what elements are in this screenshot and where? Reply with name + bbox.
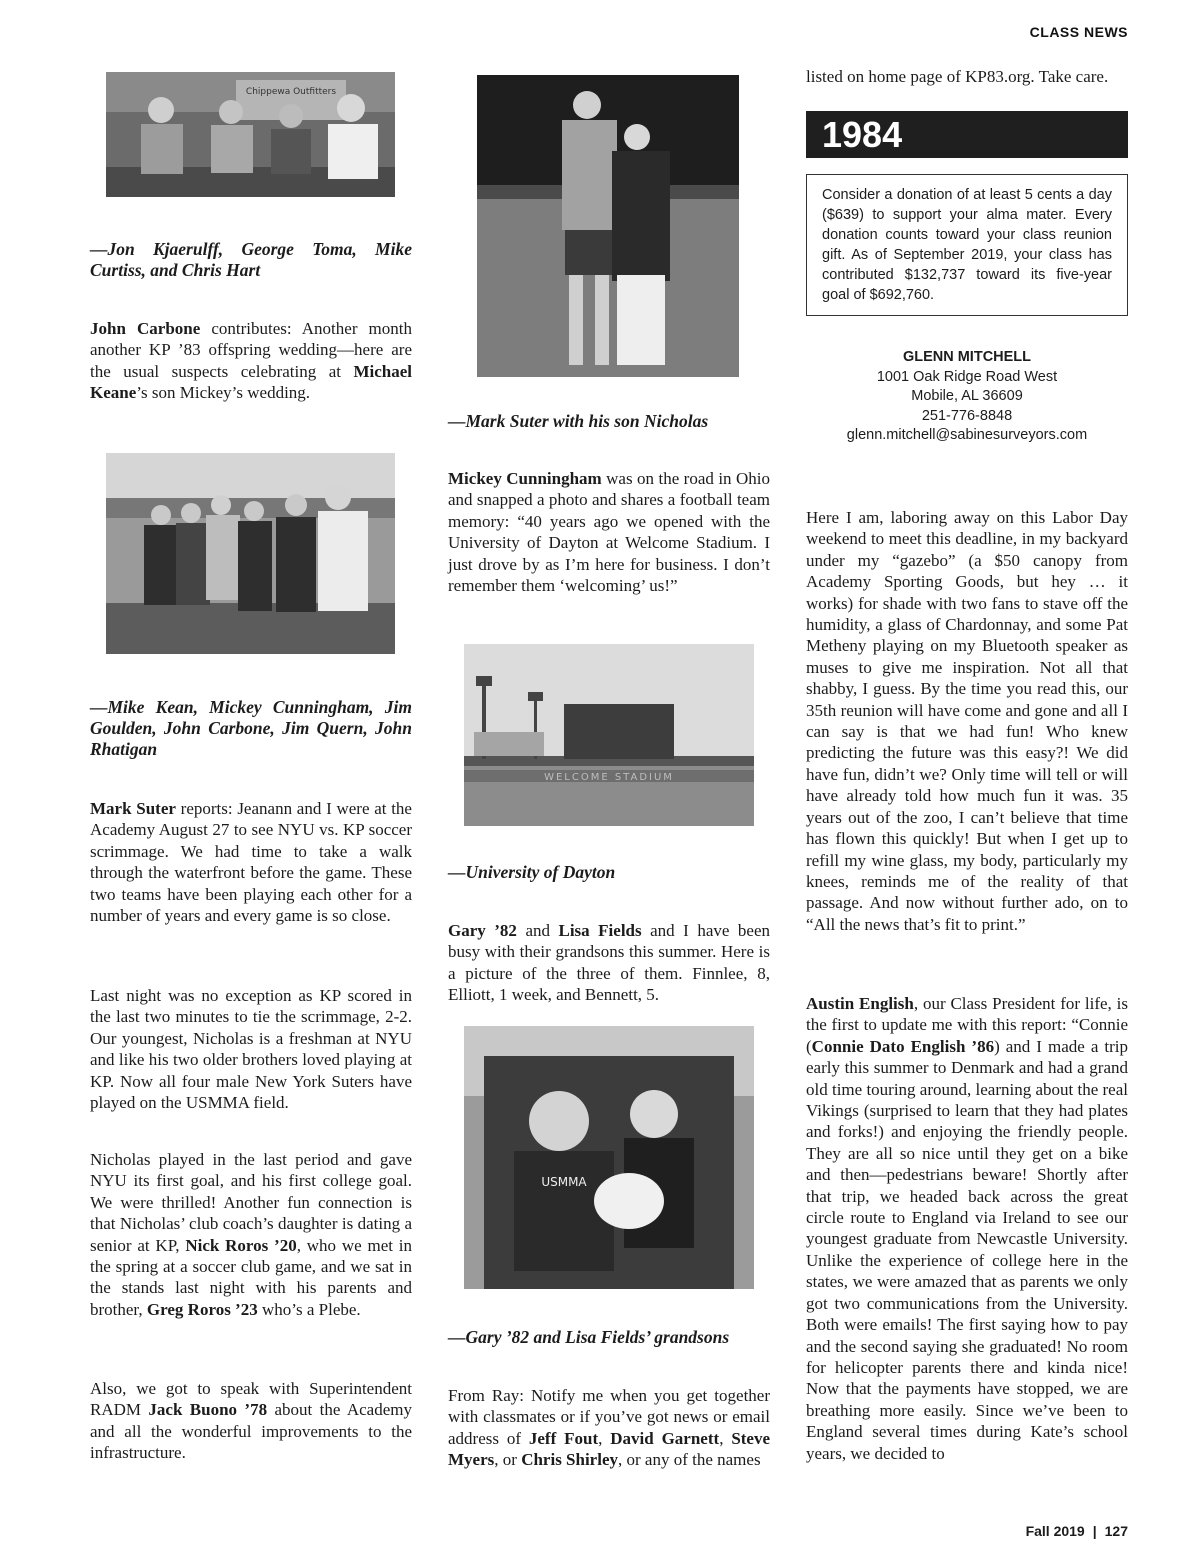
photo-welcome-stadium bbox=[464, 644, 754, 826]
caption-photo-4: —University of Dayton bbox=[448, 862, 616, 882]
text-segment: , who we met in the spring at a soccer club game, and we sat in the stands last night with his parents and brother, bbox=[90, 1235, 412, 1319]
text-segment: Nicholas played in the last period and gave NYU its first goal, and his first college goal. We were thrilled! Another fun connection is that Nicholas’ club coach’s daughter is dating a senior at KP, bbox=[90, 1150, 412, 1255]
text-segment: , bbox=[598, 1428, 611, 1448]
continued-text: listed on home page of KP83.org. Take care. bbox=[806, 67, 1109, 86]
contact-phone: 251-776-8848 bbox=[921, 407, 1013, 424]
footer-separator: | bbox=[1092, 1523, 1097, 1539]
paragraph-nicholas bbox=[90, 1149, 412, 1320]
caption-photo-2: —Mike Kean, Mickey Cunningham, Jim Goulden, John Carbone, Jim Quern, John Rhatigan bbox=[90, 697, 412, 759]
caption-photo-5: —Gary ’82 and Lisa Fields’ grandsons bbox=[448, 1327, 730, 1347]
class-contact bbox=[806, 348, 1128, 446]
text-segment: ) and I made a trip early this summer to Denmark and had a grand old time touring around, learning about the real Vikings (surprised to learn that they had plates and forks!) and enjoying the friendly people. They are all so nice until they get on a bike and then—pedestrians beware! Shortly after that trip, we headed back across the great circle route to England via Ireland to see our youngest graduate from Newcastle University. Unlike the experience of college here in the states, we were amazed that as parents we only got two communications from the University. Both were emails! The first saying how to pay and the second saying she graduated! No room for helicopter parents there and kinda nice! Now that the payments have stopped, we are breathing more easily. Since we’ve been to England several times during Kate’s school years, we decided to bbox=[806, 1036, 1128, 1463]
name-austin-english: Austin English bbox=[806, 994, 914, 1013]
name-mickey-cunningham: Mickey Cunningham bbox=[448, 469, 602, 488]
photo-grandsons bbox=[464, 1026, 754, 1289]
caption-photo-3: —Mark Suter with his son Nicholas bbox=[448, 411, 709, 431]
name-nick-roros: Nick Roros ’20 bbox=[185, 1235, 297, 1255]
text-segment: ’s son Mickey’s wedding. bbox=[136, 383, 311, 403]
donation-box: Consider a donation of at least 5 cents a day ($639) to support your alma mater. Every donation counts toward your class reunion gift. As of September 2019, your class has contributed $132,737 toward its five-year goal of $692,760. bbox=[806, 174, 1128, 316]
paragraph-labor-day bbox=[806, 507, 1128, 935]
text-segment: and bbox=[516, 921, 559, 940]
text-segment: , or bbox=[494, 1450, 522, 1470]
photo-mark-and-nicholas bbox=[477, 75, 739, 377]
section-label: CLASS NEWS bbox=[1029, 24, 1128, 40]
name-david-garnett: David Garnett bbox=[610, 1428, 720, 1448]
paragraph-john-carbone bbox=[90, 318, 412, 404]
photo4-stadium-text: WELCOME STADIUM bbox=[544, 772, 674, 783]
text-segment: , bbox=[719, 1428, 732, 1448]
name-lisa-fields: Lisa Fields bbox=[558, 921, 642, 940]
text-segment: about the Academy and all the wonderful improvements to the infrastructure. bbox=[90, 1400, 412, 1463]
paragraph-mark-suter bbox=[90, 798, 412, 926]
text-segment: reports: Jeanann and I were at the Academy August 27 to see NYU vs. KP soccer scrimmage. We had time to take a walk through the waterfront before the game. These two teams have been playing each other for a number of years and every game is so close. bbox=[90, 799, 412, 926]
name-jeff-fout: Jeff Fout bbox=[528, 1428, 599, 1448]
name-john-carbone: John Carbone bbox=[90, 319, 201, 338]
text-segment: and I have been busy with their grandsons this summer. Here is a picture of the three of them. Finnlee, 8, Elliott, 1 week, and Bennett, 5. bbox=[448, 921, 770, 1005]
text-segment: who’s a Plebe. bbox=[257, 1299, 361, 1319]
text-segment: Also, we got to speak with Superintendent RADM bbox=[90, 1379, 412, 1420]
text-segment: was on the road in Ohio and snapped a photo and shares a football team memory: “40 years ago we opened with the University of Dayton at Welcome Stadium. I just drove by as I’m here for business. I don’t remember them ‘welcoming’ us!” bbox=[448, 469, 771, 596]
photo-wedding-group bbox=[106, 453, 395, 654]
page-footer bbox=[1026, 1523, 1128, 1539]
name-jack-buono: Jack Buono ’78 bbox=[148, 1400, 268, 1420]
text-segment: , our Class President for life, is the first to update me with this report: “Connie ( bbox=[806, 994, 1128, 1056]
contact-address-line1: 1001 Oak Ridge Road West bbox=[876, 368, 1058, 385]
text-segment: Last night was no exception as KP scored in the last two minutes to tie the scrimmage, 2-2. Our youngest, Nicholas is a freshman at NYU and like his two older brothers loved playing at KP. Now all four male New York Suters have played on the USMMA field. bbox=[90, 986, 412, 1113]
paragraph-from-ray bbox=[448, 1385, 770, 1471]
paragraph-austin-english bbox=[806, 993, 1128, 1464]
paragraph-mickey-cunningham bbox=[448, 468, 770, 596]
text-segment: From Ray: Notify me when you get together with classmates or if you’ve got news or email address of bbox=[448, 1386, 770, 1448]
page-number: 127 bbox=[1104, 1523, 1128, 1539]
name-mark-suter: Mark Suter bbox=[90, 799, 176, 818]
text-segment: contributes: Another month another KP ’83 offspring wedding—here are the usual suspects celebrating at bbox=[90, 319, 413, 381]
text-segment: , or any of the names bbox=[618, 1450, 761, 1470]
contact-email[interactable]: glenn.mitchell@sabinesurveyors.com bbox=[846, 427, 1088, 443]
caption-photo-1: —Jon Kjaerulff, George Toma, Mike Curtiss, and Chris Hart bbox=[90, 239, 412, 280]
text-segment: Here I am, laboring away on this Labor Day weekend to meet this deadline, in my backyard under my “gazebo” (a $50 canopy from Academy Sporting Goods, but hey … it works) for shade with two fans to stave off the humidity, a glass of Chardonnay, and some Pat Metheny playing on my Bluetooth speaker as muses to give me inspiration. Not all that shabby, I guess. By the time you read this, our 35th reunion will have come and gone and all I can say is that we had fun! Who knew predicting the future was this easy?! We did have fun, didn’t we? Only time will tell or will have already told how much fun it was. 35 years out of the zoo, I can’t believe that time has flown this quickly! But when I get up to refill my wine glass, my body, particularly my knees, reminds me of the reality of that passage. And now without further ado, on to “All the news that’s fit to print.” bbox=[806, 508, 1128, 934]
photo5-shirt-text: USMMA bbox=[541, 1175, 587, 1189]
paragraph-gary-lisa-fields bbox=[448, 920, 770, 1006]
paragraph-last-night bbox=[90, 985, 412, 1113]
contact-name: GLENN MITCHELL bbox=[902, 349, 1032, 365]
name-michael-keane: Michael Keane bbox=[90, 361, 412, 403]
name-connie-dato-english: Connie Dato English ’86 bbox=[811, 1036, 995, 1056]
name-greg-roros: Greg Roros ’23 bbox=[146, 1299, 258, 1319]
paragraph-superintendent bbox=[90, 1378, 412, 1464]
name-gary-82: Gary ’82 bbox=[448, 921, 517, 940]
contact-address-line2: Mobile, AL 36609 bbox=[911, 388, 1023, 404]
photo-four-men-bar bbox=[106, 72, 395, 197]
footer-issue: Fall 2019 bbox=[1025, 1523, 1085, 1539]
name-chris-shirley: Chris Shirley bbox=[521, 1450, 618, 1470]
class-year-heading: 1984 bbox=[806, 111, 1128, 158]
photo1-sign-text: Chippewa Outfitters bbox=[245, 87, 337, 97]
name-steve-myers: Steve Myers bbox=[448, 1428, 771, 1470]
